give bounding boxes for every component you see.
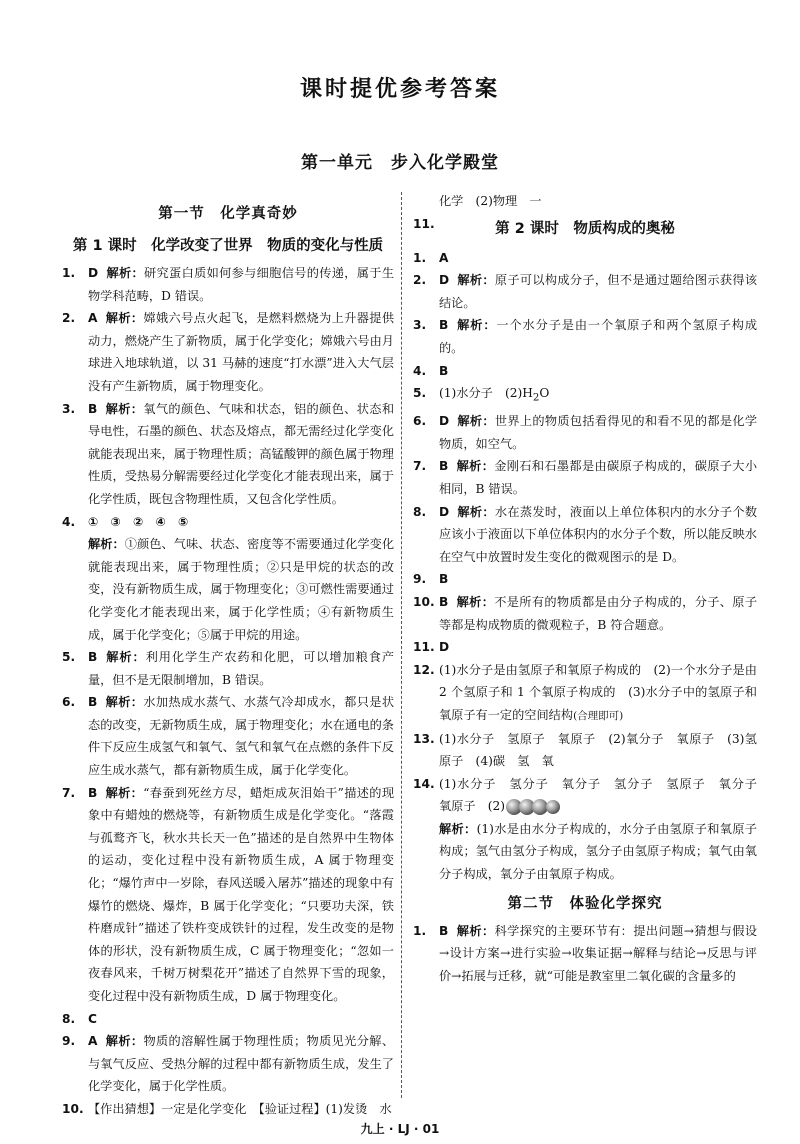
- explanation-text: 世界上的物质包括看得见的和看不见的都是化学物质，如空气。: [439, 414, 758, 451]
- answer-item: [62, 1098, 394, 1121]
- item-number: 12.: [413, 662, 435, 677]
- answer-item: [413, 360, 757, 383]
- explanation-text: 嫦娥六号点火起飞，是燃料燃烧为上升器提供动力，燃烧产生了新物质，属于化学变化；嫦娥六号由月球进入地球轨道，以 31 马赫的速度“打水漂”进入大气层没有产生新物质，属于物理变化。: [88, 311, 395, 393]
- item-number: 11.: [413, 640, 435, 655]
- answer-item: [413, 659, 757, 728]
- explanation-label: 解析：: [457, 414, 495, 429]
- answer-item: [413, 247, 757, 270]
- explanation-text: 利用化学生产农药和化肥，可以增加粮食产量，但不是无限制增加，B 错误。: [88, 650, 395, 687]
- answer-item: [413, 591, 757, 636]
- explanation-label: 解析：: [106, 266, 145, 280]
- answer: A: [88, 1034, 98, 1049]
- answer-text: 【作出猜想】一定是化学变化 【验证过程】(1)发烫 水: [88, 1101, 392, 1116]
- right-column: [413, 190, 770, 1110]
- section-title: 第一节 化学真奇妙: [158, 206, 298, 222]
- answer-item: [413, 920, 757, 988]
- explanation-text: “春蚕到死丝方尽，蜡炬成灰泪始干”描述的现象中有蜡烛的燃烧等，有新物质生成是化学变化。“落霞与孤鹜齐飞，秋水共长天一色”描述的是自然界中生物体的运动，变化过程中没有新物质生成，A 属于物理变化；“爆竹声中一岁除，春风送暖入屠苏”描述的现象中有爆竹的燃烧、爆炸，B 属于化学变化；“只要功夫深，铁杵磨成针”描述了铁杵变成铁针的过程，发生改变的是物体的形状，没有新物质生成，C 属于物理变化；“忽如一夜春风来，千树万树梨花开”描述了自然界下雪的现象，变化过程中没有新物质生成，D 属于物理变化。: [88, 785, 395, 1003]
- answer-item: [62, 691, 394, 781]
- answer: B: [439, 594, 449, 609]
- explanation-label: 解析：: [456, 459, 495, 474]
- item-number: 6.: [62, 695, 76, 710]
- answer-item: [62, 782, 394, 1008]
- answer-text: (1)水分子 氢分子 氧分子 氢分子 氢原子 氧分子 氧原子 (2): [439, 776, 770, 814]
- explanation-label: 解析：: [105, 1034, 144, 1049]
- item-number: 8.: [62, 1011, 76, 1026]
- explanation-label: 解析：: [105, 401, 144, 416]
- answer: D: [439, 414, 450, 429]
- page-title: 课时提优参考答案: [299, 77, 500, 102]
- answer-item: [413, 568, 757, 591]
- answer-item: [413, 382, 757, 410]
- explanation-label: 解析：: [457, 504, 495, 519]
- explanation-text: 水在蒸发时，液面以上单位体积内的水分子个数应该小于液面以下单位体积内的水分子个数，所以能反映水在空气中放置时发生变化的微观图示的是 D。: [439, 504, 758, 564]
- explanation-label: 解析：: [439, 821, 477, 836]
- answer-item: [413, 455, 757, 500]
- explanation-text: 一个水分子是由一个氧原子和两个氢原子构成的。: [439, 318, 758, 355]
- item-number: 1.: [413, 250, 427, 265]
- answer-item: [62, 646, 394, 691]
- answer-text: (1)水分子是由氢原子和氧原子构成的 (2)一个水分子是由 2 个氢原子和 1 个氧原子构成的 (3)水分子中的氢原子和氧原子有一定的空间结构: [439, 662, 757, 722]
- section-title: 第二节 体验化学探究: [507, 895, 663, 912]
- item-number: 7.: [62, 785, 76, 800]
- explanation-label: 解析：: [105, 650, 146, 665]
- item-number: 1.: [62, 266, 76, 280]
- column-divider: [401, 192, 402, 1098]
- item-number: 3.: [62, 401, 76, 416]
- explanation-text: 水加热成水蒸气、水蒸气冷却成水，都只是状态的改变，无新物质生成，属于物理变化；水在通电的条件下反应生成氢气和氧气、氢气和氧气在点燃的条件下反应生成水蒸气，都有新物质生成，属于化学变化。: [88, 695, 395, 778]
- answer-item: [413, 269, 757, 314]
- item-number: 13.: [413, 731, 435, 746]
- item-number: 4.: [413, 363, 427, 378]
- explanation-text: 氧气的颜色、气味和状态，铝的颜色、状态和导电性，石墨的颜色、状态及熔点，都无需经过化学变化就能表现出来，属于物理性质；高锰酸钾的颜色属于物理性质，受热易分解需要经过化学变化才能表现出来，属于化学性质，既包含物理性质，又包含化学性质。: [88, 401, 395, 506]
- answer-text: O: [539, 386, 550, 401]
- lesson-title: 第 1 课时 化学改变了世界 物质的变化与性质: [72, 238, 384, 254]
- item-number: 5.: [413, 386, 427, 401]
- explanation-text: 研究蛋白质如何参与细胞信号的传递，属于生物学科范畴，D 错误。: [88, 266, 395, 303]
- lesson-title: 第 2 课时 物质构成的奥秘: [495, 220, 675, 237]
- hydrogen-molecule-model-icon: [505, 798, 561, 816]
- answer: A: [88, 311, 98, 326]
- answer-text: (1)水分子 (2)H: [439, 386, 533, 401]
- explanation-label: 解析：: [105, 695, 144, 710]
- answer: C: [88, 1011, 97, 1026]
- answer: B: [88, 650, 98, 665]
- answer: B: [439, 363, 449, 378]
- answer: B: [88, 695, 98, 710]
- page-footer: 九上 · LJ · 01: [360, 1122, 440, 1136]
- answer: D: [439, 273, 450, 288]
- explanation-label: 解析：: [105, 785, 144, 800]
- answer-item: [413, 636, 757, 659]
- item-number: 10.: [62, 1101, 84, 1116]
- item-number: 5.: [62, 650, 76, 665]
- unit-title: 第一单元 步入化学殿堂: [301, 153, 499, 173]
- answer: D: [439, 640, 450, 655]
- answer-item: [413, 728, 757, 773]
- answer: B: [439, 459, 449, 474]
- explanation-text: 不是所有的物质都是由分子构成的，分子、原子等都是构成物质的微观粒子，B 符合题意。: [439, 594, 758, 632]
- answer: B: [439, 923, 449, 938]
- note: (合理即可): [573, 709, 624, 722]
- item-number: 7.: [413, 459, 427, 474]
- explanation-block: [413, 818, 757, 886]
- item-number: 1.: [413, 923, 427, 938]
- explanation-text: ①颜色、气味、状态、密度等不需要通过化学变化就能表现出来，属于物理性质；②只是甲烷的状态的改变，没有新物质生成，属于物理变化；③可燃性需要通过化学变化才能表现出来，属于化学性质；④有新物质生成，属于化学变化；⑤属于甲烷的用途。: [88, 537, 395, 642]
- answer-item: [413, 314, 757, 359]
- explanation-label: 解析：: [456, 923, 495, 938]
- answer: B: [439, 572, 449, 587]
- answer-item: [62, 307, 394, 397]
- answer-item: [413, 501, 757, 569]
- explanation-block: [62, 533, 394, 646]
- answer-item: [62, 1008, 394, 1031]
- item-number: 3.: [413, 318, 427, 333]
- item-number: 11.: [413, 216, 435, 231]
- answer-item: [62, 398, 394, 511]
- item-number: 9.: [62, 1034, 76, 1049]
- item-number: 10.: [413, 594, 435, 609]
- answer: B: [88, 401, 98, 416]
- item-number: 4.: [62, 514, 76, 529]
- answer-item: [413, 410, 757, 455]
- explanation-label: 解析：: [88, 537, 125, 552]
- answer: B: [439, 318, 449, 333]
- explanation-text: 科学探究的主要环节有：提出问题→猜想与假设→设计方案→进行实验→收集证据→解释与结论→反思与评价→拓展与迁移，就“可能是教室里二氧化碳的含量多的: [439, 923, 758, 983]
- explanation-text: (1)水是由水分子构成的，水分子由氢原子和氧原子构成；氢气由氢分子构成，氢分子由氢原子构成；氧气由氧分子构成，氧分子由氧原子构成。: [439, 821, 757, 882]
- explanation-text: 金刚石和石墨都是由碳原子构成的，碳原子大小相同，B 错误。: [439, 459, 758, 496]
- answer-item: [62, 511, 394, 534]
- explanation-label: 解析：: [457, 273, 495, 288]
- answer: D: [88, 266, 99, 280]
- explanation-label: 解析：: [456, 594, 495, 609]
- answer-item: [413, 773, 770, 818]
- explanation-text: 物质的溶解性属于物理性质；物质见光分解、与氧气反应、受热分解的过程中都有新物质生成，发生了化学变化，属于化学性质。: [88, 1034, 395, 1094]
- answer: D: [439, 504, 450, 519]
- item-number: 6.: [413, 414, 427, 429]
- item-number: 8.: [413, 504, 427, 519]
- explanation-label: 解析：: [456, 318, 497, 333]
- answer: ① ③ ② ④ ⑤: [88, 514, 189, 529]
- item-number: 14.: [413, 776, 435, 791]
- item-number: 2.: [62, 311, 76, 326]
- item-number: 2.: [413, 273, 427, 288]
- continued-answer: 化学 (2)物理 一: [439, 194, 542, 208]
- explanation-text: 原子可以构成分子，但不是通过题给图示获得该结论。: [439, 273, 758, 310]
- answer-text: (1)水分子 氢原子 氧原子 (2)氧分子 氧原子 (3)氢原子 (4)碳 氢 氧: [439, 731, 757, 769]
- answer: B: [88, 785, 98, 800]
- answer-item: [62, 1030, 394, 1098]
- left-column: [62, 190, 395, 1116]
- answer-item: [62, 262, 394, 307]
- subscript: 2: [532, 392, 540, 404]
- answer: A: [439, 250, 449, 265]
- item-number: 9.: [413, 572, 427, 587]
- explanation-label: 解析：: [105, 311, 144, 326]
